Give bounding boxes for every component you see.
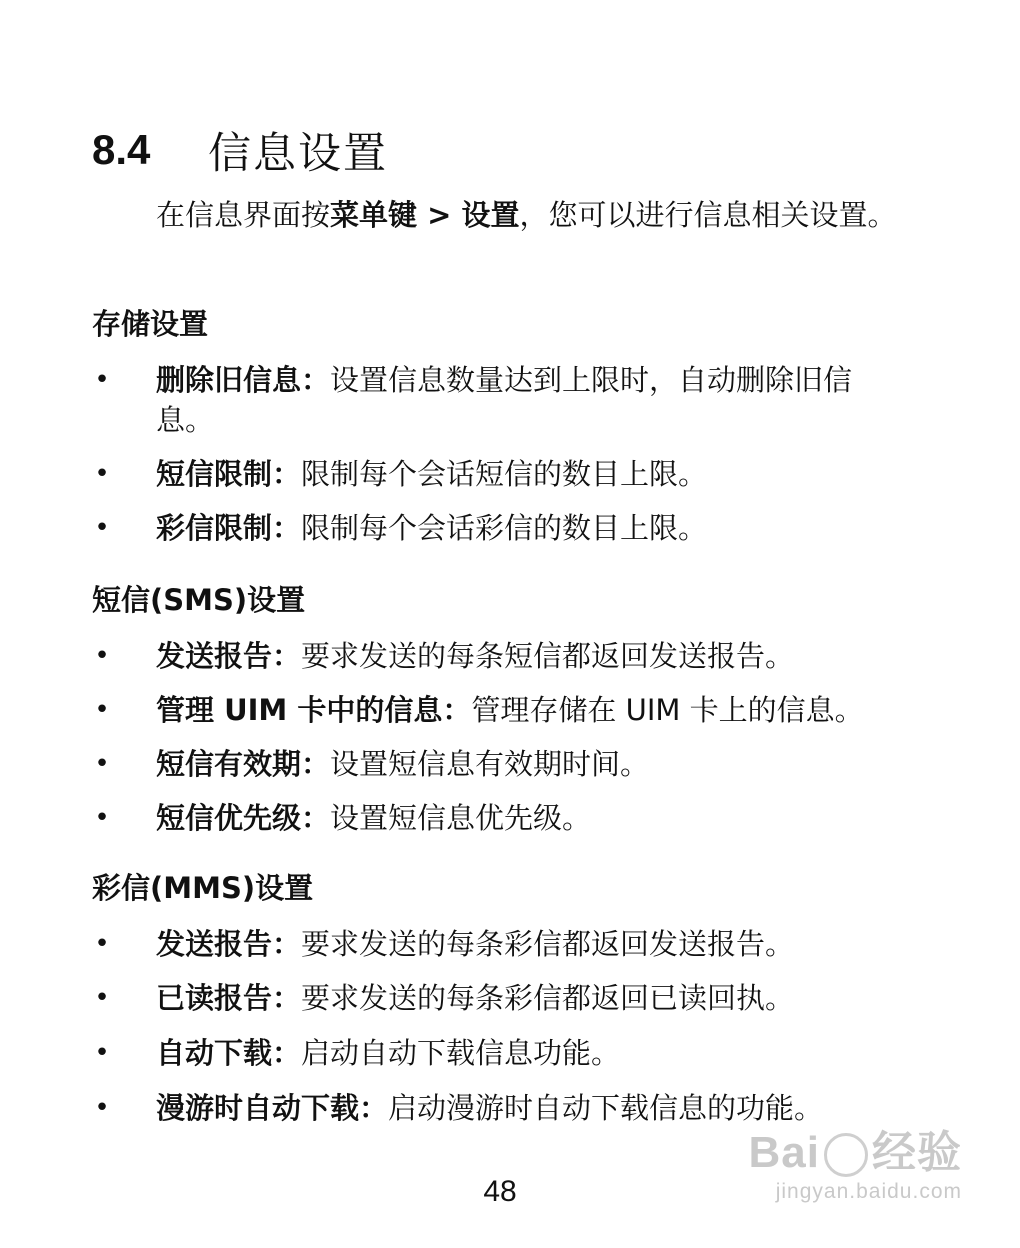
item-term: 发送报告： — [156, 639, 302, 673]
item-desc: 管理存储在 UIM 卡上的信息。 — [471, 693, 864, 727]
page-number: 48 — [483, 1175, 517, 1208]
item-term: 彩信限制： — [156, 511, 302, 545]
baidu-watermark — [722, 1116, 962, 1206]
intro-post: ，您可以进行信息相关设置。 — [519, 198, 897, 232]
bullet: • — [94, 513, 110, 543]
paw-icon — [824, 1133, 868, 1177]
item-term: 管理 UIM 卡中的信息： — [156, 693, 472, 727]
bullet: • — [94, 1038, 110, 1068]
bullet: • — [94, 749, 110, 779]
bullet: • — [94, 365, 110, 395]
item-term: 删除旧信息： — [156, 363, 331, 397]
section-title-storage: 存储设置 — [92, 307, 209, 341]
item-term: 短信优先级： — [156, 801, 331, 835]
bullet: • — [94, 459, 110, 489]
bullet: • — [94, 695, 110, 725]
item-desc: 要求发送的每条短信都返回发送报告。 — [301, 639, 795, 673]
item-desc: 启动自动下载信息功能。 — [301, 1036, 621, 1070]
item-term: 已读报告： — [156, 981, 302, 1015]
heading-number: 8.4 — [92, 126, 151, 173]
intro-paragraph — [92, 194, 922, 236]
watermark-url: jingyan.baidu.com — [775, 1180, 962, 1203]
heading-title: 信息设置 — [208, 128, 388, 179]
item-desc: 要求发送的每条彩信都返回发送报告。 — [301, 927, 795, 961]
item-term: 短信有效期： — [156, 747, 331, 781]
item-desc: 设置短信息优先级。 — [330, 801, 592, 835]
bullet: • — [94, 1093, 110, 1123]
bullet: • — [94, 983, 110, 1013]
item-desc: 限制每个会话彩信的数目上限。 — [301, 511, 708, 545]
item-desc: 设置短信息有效期时间。 — [330, 747, 650, 781]
item-term: 短信限制： — [156, 457, 302, 491]
item-desc: 启动漫游时自动下载信息的功能。 — [388, 1091, 824, 1125]
item-desc: 限制每个会话短信的数目上限。 — [301, 457, 708, 491]
item-term: 自动下载： — [156, 1036, 302, 1070]
section-title-sms: 短信(SMS)设置 — [92, 583, 306, 617]
item-term: 漫游时自动下载： — [156, 1091, 389, 1125]
item-term: 发送报告： — [156, 927, 302, 961]
item-desc: 要求发送的每条彩信都返回已读回执。 — [301, 981, 795, 1015]
section-heading — [92, 118, 388, 182]
watermark-logo: Bai 经验 — [748, 1128, 962, 1177]
item-desc: 设置信息数量达到上限时，自动删除旧信息。 — [156, 363, 853, 437]
intro-pre: 在信息界面按 — [156, 198, 331, 232]
bullet: • — [94, 929, 110, 959]
bullet: • — [94, 641, 110, 671]
bullet: • — [94, 803, 110, 833]
section-title-mms: 彩信(MMS)设置 — [92, 871, 314, 905]
intro-menu-path: 菜单键 > 设置 — [330, 198, 520, 232]
